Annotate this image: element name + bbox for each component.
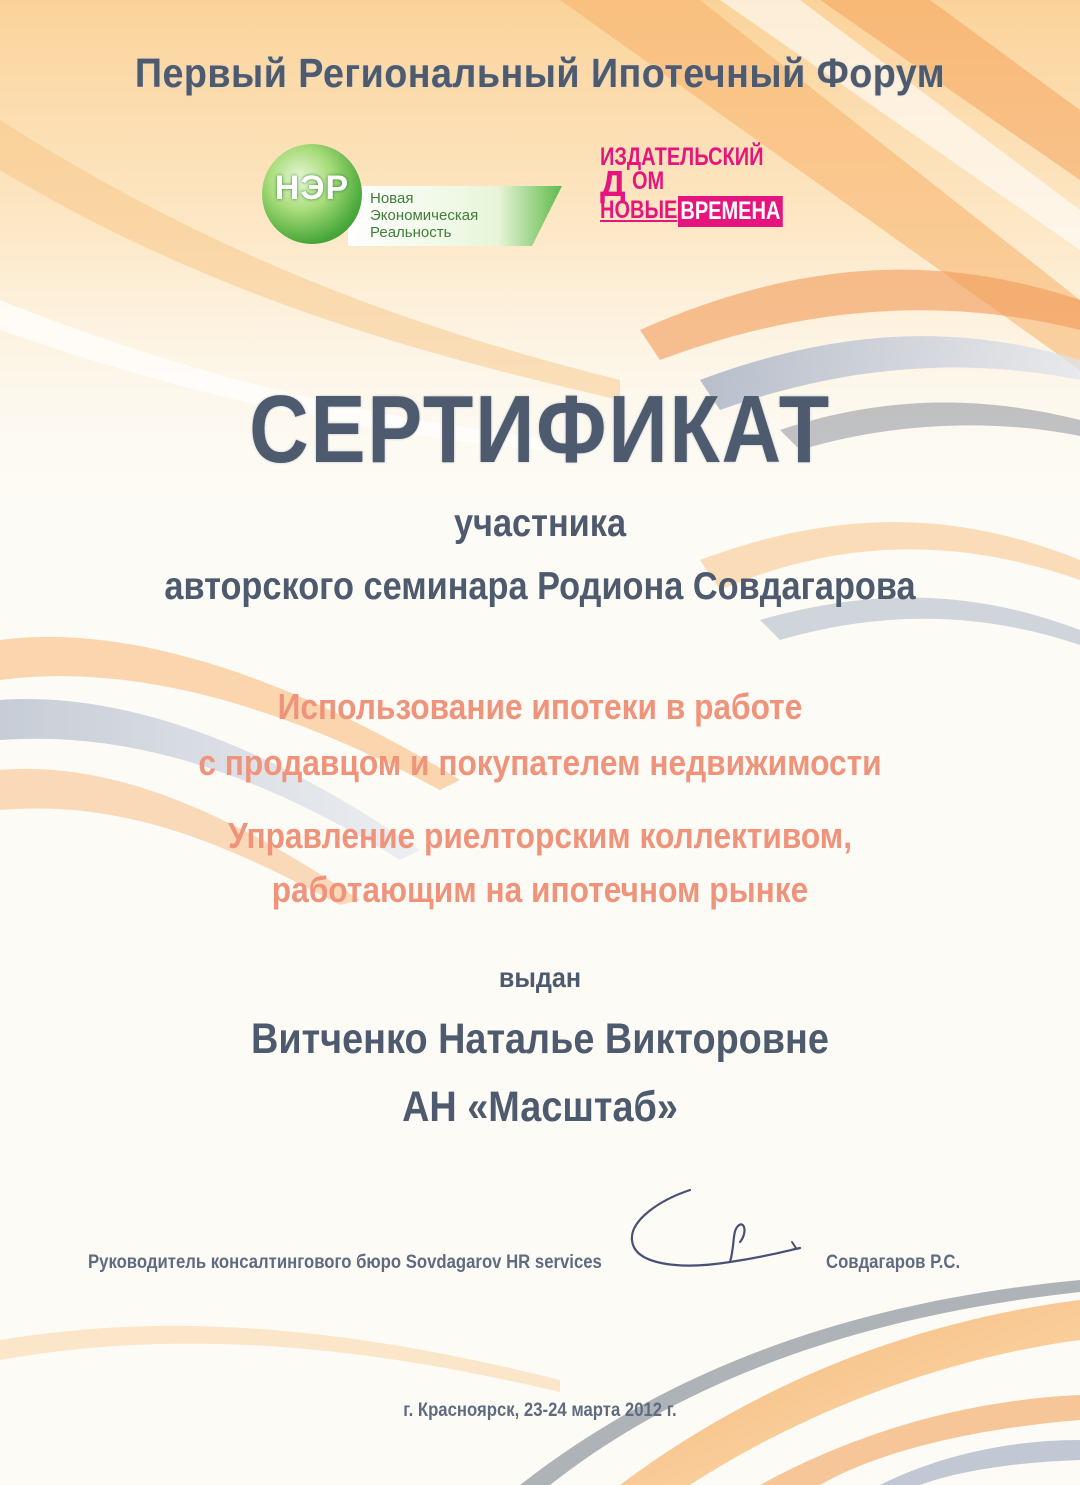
ner-logo-abbr: НЭР [274, 169, 350, 207]
forum-title: Первый Региональный Ипотечный Форум [134, 50, 946, 96]
publisher-logo-line1: ИЗДАТЕЛЬСКИЙ [600, 143, 764, 171]
participant-label: участника [453, 502, 627, 545]
ner-logo-text [370, 190, 478, 241]
signatory-role: Руководитель консалтингового бюро Sovdagarov HR services [88, 1252, 602, 1273]
handwritten-signature [620, 1170, 820, 1290]
publisher-logo-novye: НОВЫЕ [600, 196, 678, 224]
ner-logo [262, 138, 562, 248]
ner-logo-line1: Новая [370, 190, 414, 207]
publisher-logo [600, 143, 800, 243]
ner-logo-line2: Экономическая [370, 207, 479, 224]
topic-line: Управление риелторским коллективом, [227, 815, 853, 856]
publisher-logo-line2: ОМ [632, 167, 665, 195]
topic-line: Использование ипотеки в работе [277, 686, 803, 727]
issued-label: выдан [498, 962, 582, 993]
seminar-name: авторского семинара Родиона Совдагарова [164, 565, 916, 608]
certificate-title: СЕРТИФИКАТ [249, 376, 831, 483]
recipient-organization: АН «Масштаб» [402, 1083, 678, 1131]
topic-line: работающим на ипотечном рынке [271, 869, 809, 910]
topic-line: с продавцом и покупателем недвижимости [198, 742, 882, 783]
publisher-logo-letter: Д [600, 163, 626, 204]
place-and-date: г. Красноярск, 23-24 марта 2012 г. [403, 1400, 677, 1421]
recipient-name: Витченко Наталье Викторовне [251, 1015, 829, 1063]
publisher-logo-vremena: ВРЕМЕНА [678, 196, 783, 227]
ner-logo-line3: Реальность [370, 224, 452, 241]
signatory-name: Совдагаров Р.С. [826, 1252, 961, 1273]
